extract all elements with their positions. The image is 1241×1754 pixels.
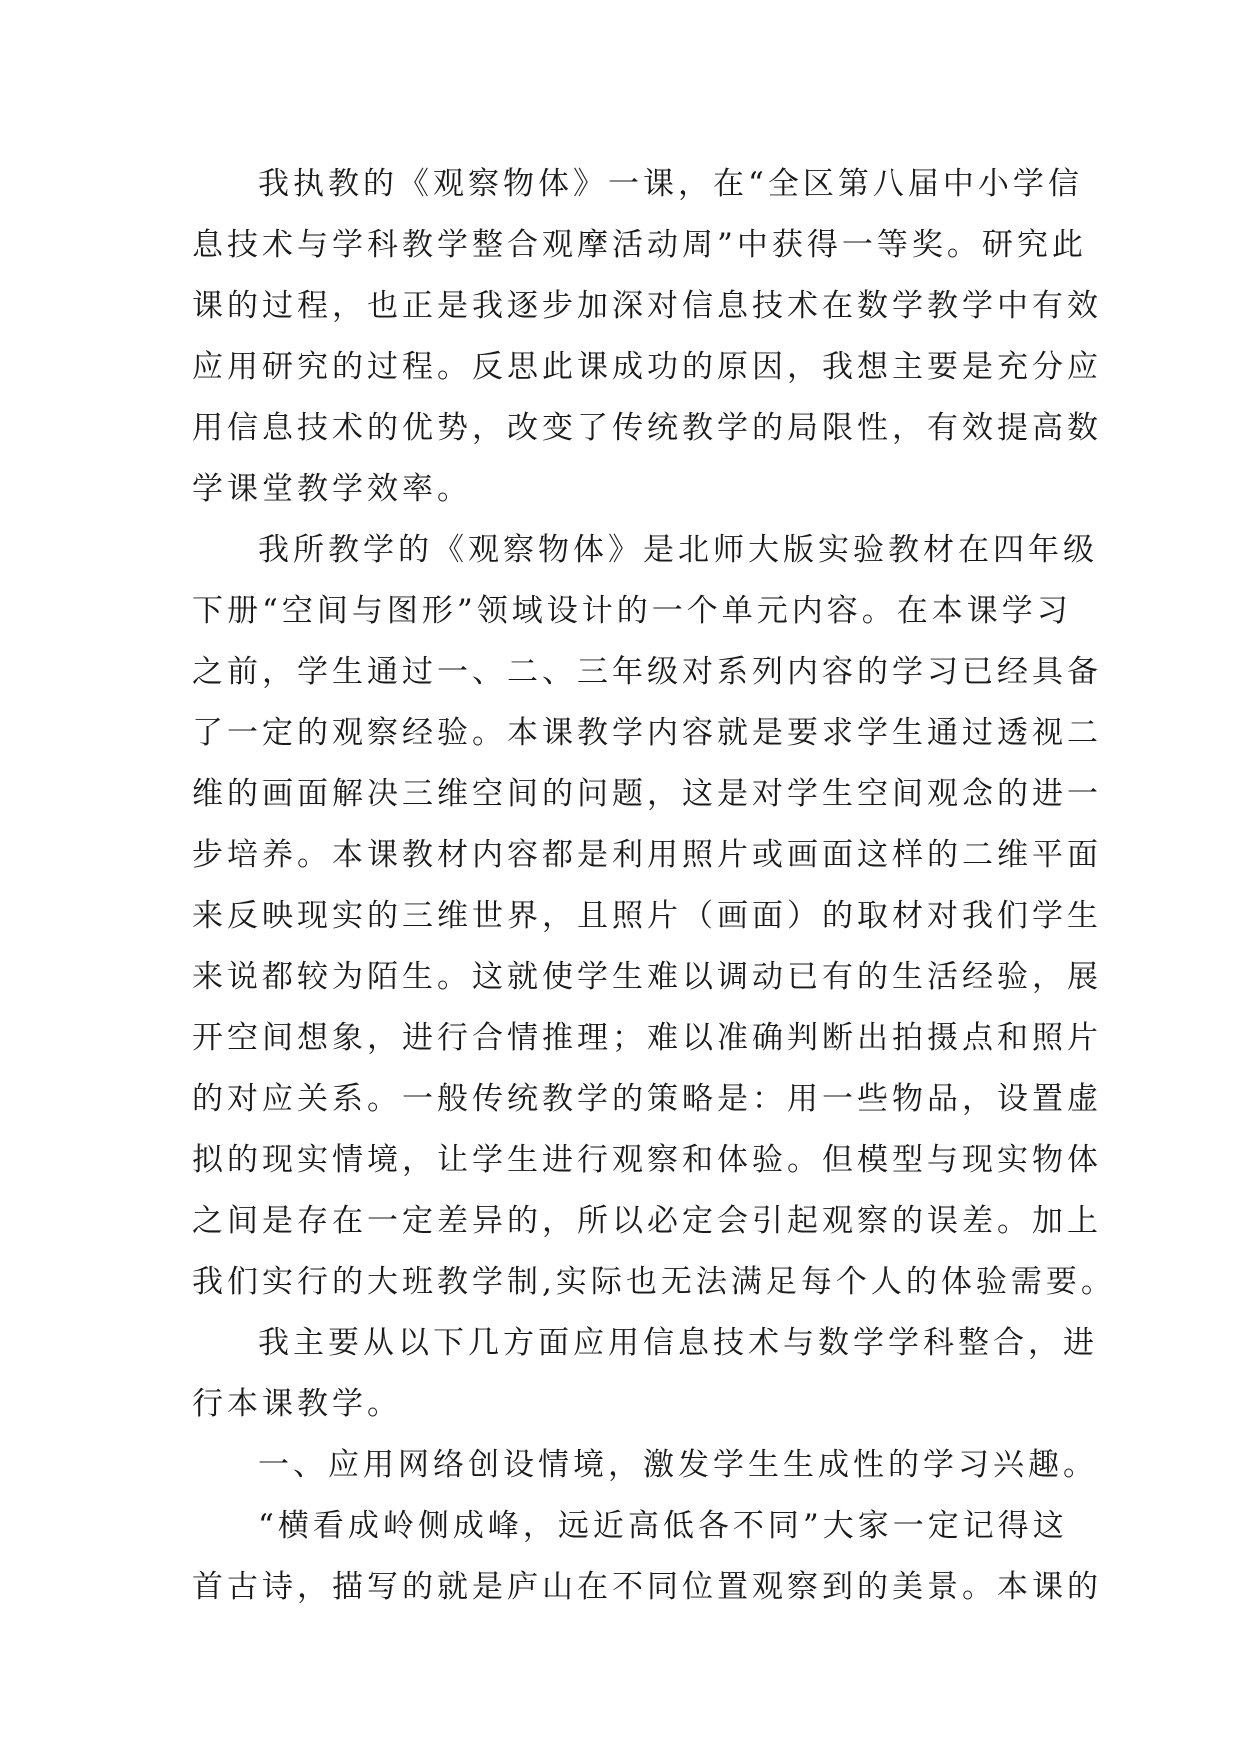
- text-line: “横看成岭侧成峰，远近高低各不同”大家一定记得这: [258, 1508, 1068, 1544]
- text-line: 用信息技术的优势，改变了传统教学的局限性，有效提高数: [192, 410, 1102, 446]
- text-line: 课的过程，也正是我逐步加深对信息技术在数学教学中有效: [192, 288, 1102, 324]
- document-body: [192, 154, 1116, 1618]
- text-line: 我执教的《观察物体》一课，在“全区第八届中小学信: [258, 166, 1083, 202]
- paragraph-1: [192, 154, 1102, 520]
- paragraph-5: [192, 1496, 1102, 1618]
- text-line: 应用研究的过程。反思此课成功的原因，我想主要是充分应: [192, 349, 1102, 385]
- section-heading: [192, 1435, 1098, 1496]
- text-line: 拟的现实情境，让学生进行观察和体验。但模型与现实物体: [192, 1142, 1102, 1178]
- text-line: 下册“空间与图形”领域设计的一个单元内容。在本课学习: [192, 593, 1072, 629]
- text-line: 一、应用网络创设情境，激发学生生成性的学习兴趣。: [258, 1447, 1098, 1483]
- text-line: 来说都较为陌生。这就使学生难以调动已有的生活经验，展: [192, 959, 1102, 995]
- text-line: 我主要从以下几方面应用信息技术与数学学科整合，进: [258, 1325, 1098, 1361]
- text-line: 学课堂教学效率。: [192, 471, 472, 507]
- text-line: 首古诗，描写的就是庐山在不同位置观察到的美景。本课的: [192, 1569, 1102, 1605]
- text-line: 息技术与学科教学整合观摩活动周”中获得一等奖。研究此: [192, 227, 1087, 263]
- text-line: 维的画面解决三维空间的问题，这是对学生空间观念的进一: [192, 776, 1102, 812]
- text-line: 之前，学生通过一、二、三年级对系列内容的学习已经具备: [192, 654, 1102, 690]
- text-line: 行本课教学。: [192, 1386, 402, 1422]
- text-line: 开空间想象，进行合情推理；难以准确判断出拍摄点和照片: [192, 1020, 1102, 1056]
- paragraph-2: [192, 520, 1116, 1313]
- text-line: 步培养。本课教材内容都是利用照片或画面这样的二维平面: [192, 837, 1102, 873]
- text-line: 我所教学的《观察物体》是北师大版实验教材在四年级: [258, 532, 1098, 568]
- text-line: 了一定的观察经验。本课教学内容就是要求学生通过透视二: [192, 715, 1102, 751]
- text-line: 之间是存在一定差异的，所以必定会引起观察的误差。加上: [192, 1203, 1102, 1239]
- text-line: 的对应关系。一般传统教学的策略是：用一些物品，设置虚: [192, 1081, 1102, 1117]
- paragraph-3: [192, 1313, 1098, 1435]
- text-line: 我们实行的大班教学制,实际也无法满足每个人的体验需要。: [192, 1264, 1116, 1300]
- text-line: 来反映现实的三维世界，且照片（画面）的取材对我们学生: [192, 898, 1102, 934]
